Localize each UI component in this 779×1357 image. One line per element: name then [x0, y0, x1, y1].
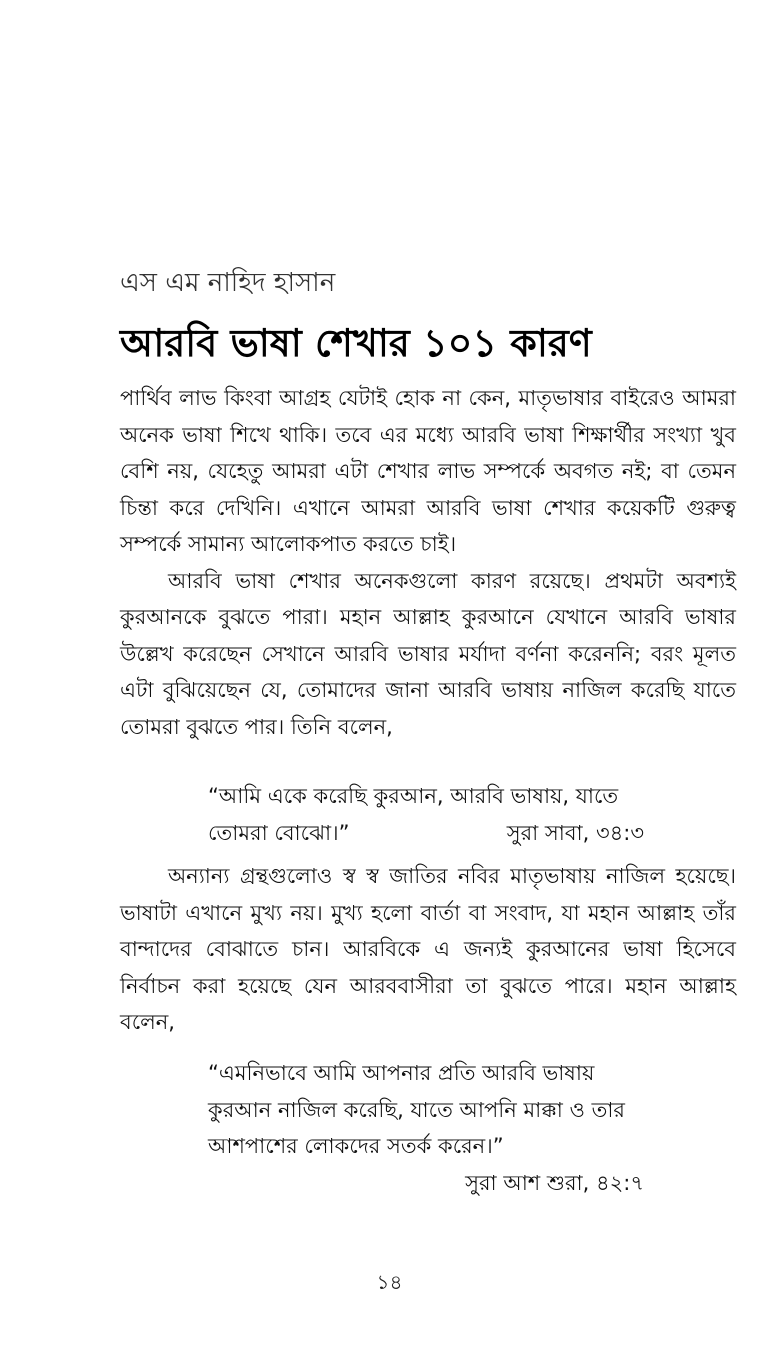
paragraph-1: পার্থিব লাভ কিংবা আগ্রহ যেটাই হোক না কেন, মাতৃভাষার বাইরেও আমরা অনেক ভাষা শিখে থাকি। তবে এর মধ্যে আরবি ভাষা শিক্ষার্থীর সংখ্যা খুব বেশি নয়, যেহেতু আমরা এটা শেখার লাভ সম্পর্কে অবগত নই; বা তেমন চিন্তা করে দেখিনি। এখানে আমরা আরবি ভাষা শেখার কয়েকটি গুরুত্ব সম্পর্কে সামান্য আলোকপাত করতে চাই। — [120, 386, 736, 556]
quote-2-line-1: “এমনিভাবে আমি আপনার প্রতি আরবি ভাষায় — [208, 1061, 595, 1085]
quote-2-line-3: আশপাশের লোকদের সতর্ক করেন।” — [208, 1134, 504, 1158]
quote-2-reference: সুরা আশ শুরা, ৪২:৭ — [465, 1170, 644, 1195]
paragraph-2: আরবি ভাষা শেখার অনেকগুলো কারণ রয়েছে। প্রথমটা অবশ্যই কুরআনকে বুঝতে পারা। মহান আল্লাহ কুরআনে যেখানে আরবি ভাষার উল্লেখ করেছেন সেখানে আরবি ভাষার মর্যাদা বর্ণনা করেননি; বরং মূলত এটা বুঝিয়েছেন যে, তোমাদের জানা আরবি ভাষায় নাজিল করেছি যাতে তোমরা বুঝতে পার। তিনি বলেন, — [120, 568, 736, 739]
quote-2-line-2: কুরআন নাজিল করেছি, যাতে আপনি মাক্কা ও তার — [208, 1097, 625, 1122]
quote-1-line-1: “আমি একে করেছি কুরআন, আরবি ভাষায়, যাতে — [208, 784, 619, 808]
author-name: এস এম নাহিদ হাসান — [120, 268, 336, 298]
page-number: ১৪ — [376, 1270, 403, 1294]
quote-block-2 — [208, 1055, 644, 1201]
quote-1-reference: সুরা সাবা, ৩৪:৩ — [506, 820, 644, 845]
body-text-block-1 — [120, 380, 736, 745]
paragraph-3: অন্যান্য গ্রন্থগুলোও স্ব স্ব জাতির নবির মাতৃভাষায় নাজিল হয়েছে। ভাষাটা এখানে মুখ্য নয়। মুখ্য হলো বার্তা বা সংবাদ, যা মহান আল্লাহ তাঁর বান্দাদের বোঝাতে চান। আরবিকে এ জন্যই কুরআনের ভাষা হিসেবে নির্বাচন করা হয়েছে যেন আরববাসীরা তা বুঝতে পারে। মহান আল্লাহ বলেন, — [120, 864, 736, 1034]
quote-1-line-2: তোমরা বোঝো।” — [208, 820, 350, 845]
quote-block-1 — [208, 778, 644, 851]
body-text-block-2 — [120, 858, 736, 1041]
chapter-title: আরবি ভাষা শেখার ১০১ কারণ — [120, 321, 592, 365]
